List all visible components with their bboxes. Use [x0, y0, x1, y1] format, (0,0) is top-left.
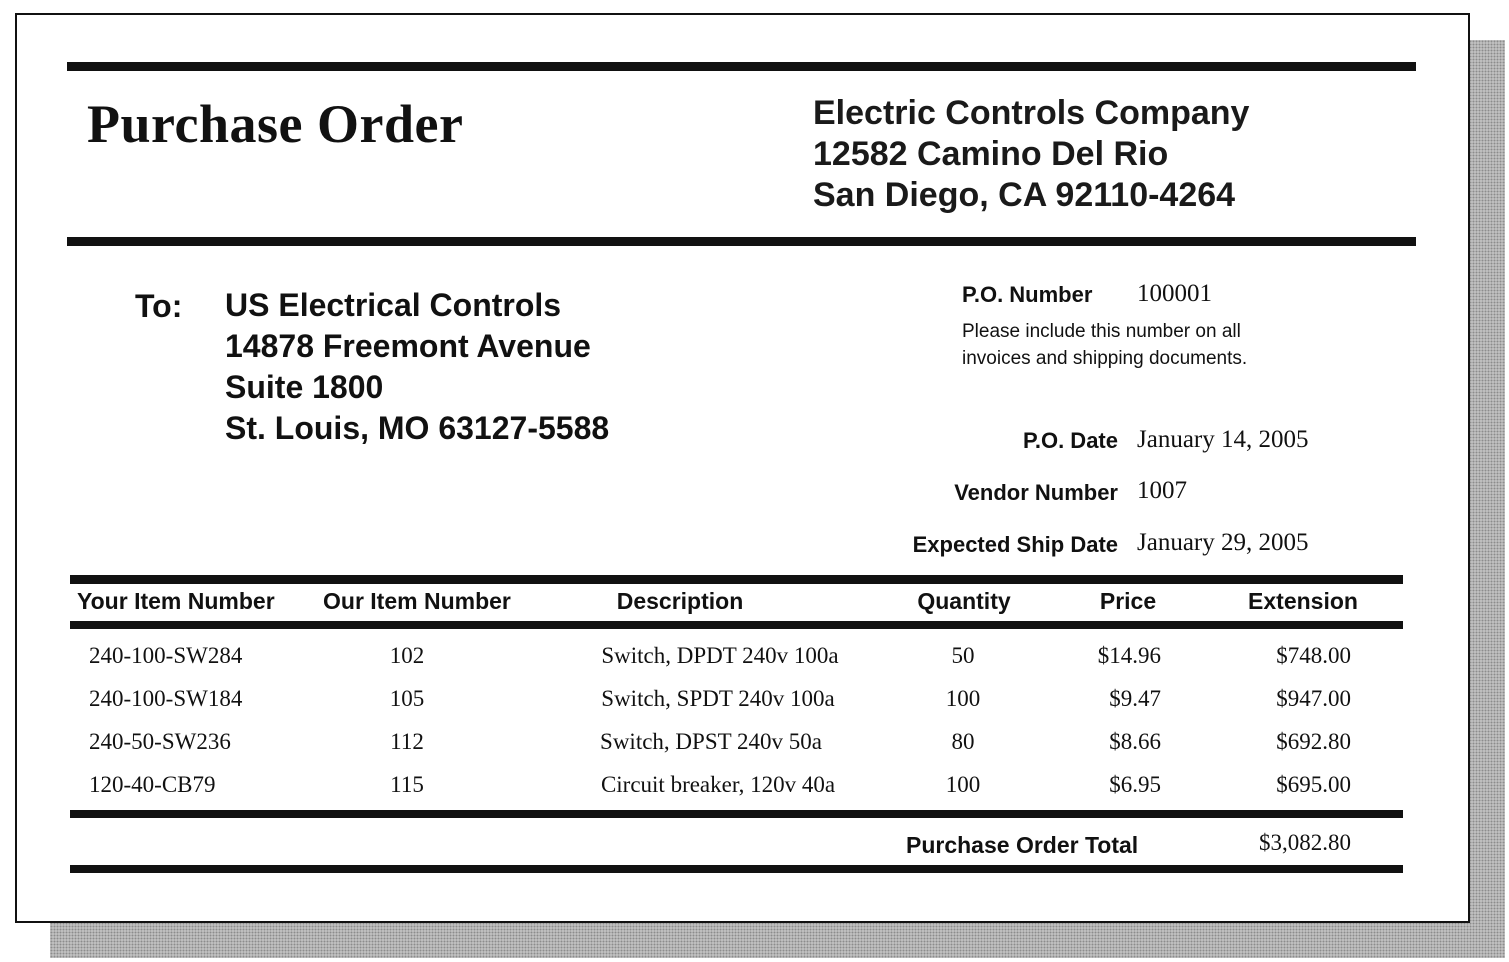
recipient-address — [225, 285, 609, 449]
table-cell: Switch, SPDT 240v 100a — [601, 686, 835, 711]
table-cell: 50 — [951, 643, 975, 668]
table-cell: 240-100-SW184 — [89, 686, 243, 711]
table-cell: $6.95 — [1109, 772, 1161, 797]
table-cell: 80 — [951, 729, 975, 754]
table-cell: $9.47 — [1109, 686, 1161, 711]
col-header-our-item: Our Item Number — [323, 588, 511, 614]
po-number-label: P.O. Number — [962, 282, 1093, 307]
header-bottom-rule — [67, 237, 1416, 246]
recipient-city: St. Louis, MO 63127-5588 — [225, 410, 610, 446]
recipient-suite: Suite 1800 — [225, 369, 384, 405]
po-note-line2: invoices and shipping documents. — [962, 348, 1248, 369]
ship-date-value: January 29, 2005 — [1137, 529, 1309, 556]
recipient-name: US Electrical Controls — [225, 287, 562, 323]
top-rule — [67, 62, 1416, 71]
table-cell: Switch, DPST 240v 50a — [600, 729, 822, 754]
table-cell: $947.00 — [1276, 686, 1351, 711]
table-cell: 240-100-SW284 — [89, 643, 243, 668]
table-cell: Circuit breaker, 120v 40a — [600, 772, 836, 797]
table-bottom-rule — [70, 810, 1403, 818]
table-cell: $8.66 — [1109, 729, 1161, 754]
table-cell: 240-50-SW236 — [89, 729, 231, 754]
col-header-quantity: Quantity — [917, 588, 1011, 614]
table-cell: $748.00 — [1276, 643, 1351, 668]
table-cell: 112 — [390, 729, 424, 754]
table-cell: 100 — [945, 772, 981, 797]
table-cell: 105 — [389, 686, 425, 711]
company-city: San Diego, CA 92110-4264 — [813, 176, 1236, 214]
col-header-your-item: Your Item Number — [77, 588, 275, 614]
table-cell: Switch, DPDT 240v 100a — [601, 643, 839, 668]
po-date-value: January 14, 2005 — [1137, 426, 1309, 453]
col-header-description: Description — [616, 588, 744, 614]
vendor-number-value: 1007 — [1137, 477, 1187, 504]
col-header-extension: Extension — [1248, 588, 1358, 614]
table-header-rule — [70, 621, 1403, 629]
total-value: $3,082.80 — [1259, 830, 1351, 855]
po-number-note — [962, 318, 1247, 372]
document-title: Purchase Order — [87, 94, 464, 154]
total-bottom-rule — [70, 865, 1403, 873]
table-cell: 115 — [390, 772, 424, 797]
to-label: To: — [135, 288, 183, 324]
company-name: Electric Controls Company — [813, 94, 1250, 132]
vendor-number-label: Vendor Number — [954, 480, 1118, 505]
table-cell: 102 — [389, 643, 425, 668]
recipient-street: 14878 Freemont Avenue — [225, 328, 591, 364]
purchase-order-document — [15, 13, 1470, 923]
ship-date-label: Expected Ship Date — [912, 532, 1118, 557]
total-label: Purchase Order Total — [906, 832, 1139, 858]
company-street: 12582 Camino Del Rio — [813, 135, 1169, 173]
company-address — [813, 93, 1249, 216]
table-cell: $14.96 — [1097, 643, 1161, 668]
table-top-rule — [70, 575, 1403, 584]
table-cell: 120-40-CB79 — [89, 772, 216, 797]
po-number-value: 100001 — [1137, 280, 1212, 307]
table-cell: $695.00 — [1276, 772, 1351, 797]
po-note-line1: Please include this number on all — [962, 321, 1241, 342]
po-date-label: P.O. Date — [1023, 428, 1118, 453]
table-cell: $692.80 — [1276, 729, 1351, 754]
table-cell: 100 — [945, 686, 981, 711]
col-header-price: Price — [1099, 588, 1157, 614]
